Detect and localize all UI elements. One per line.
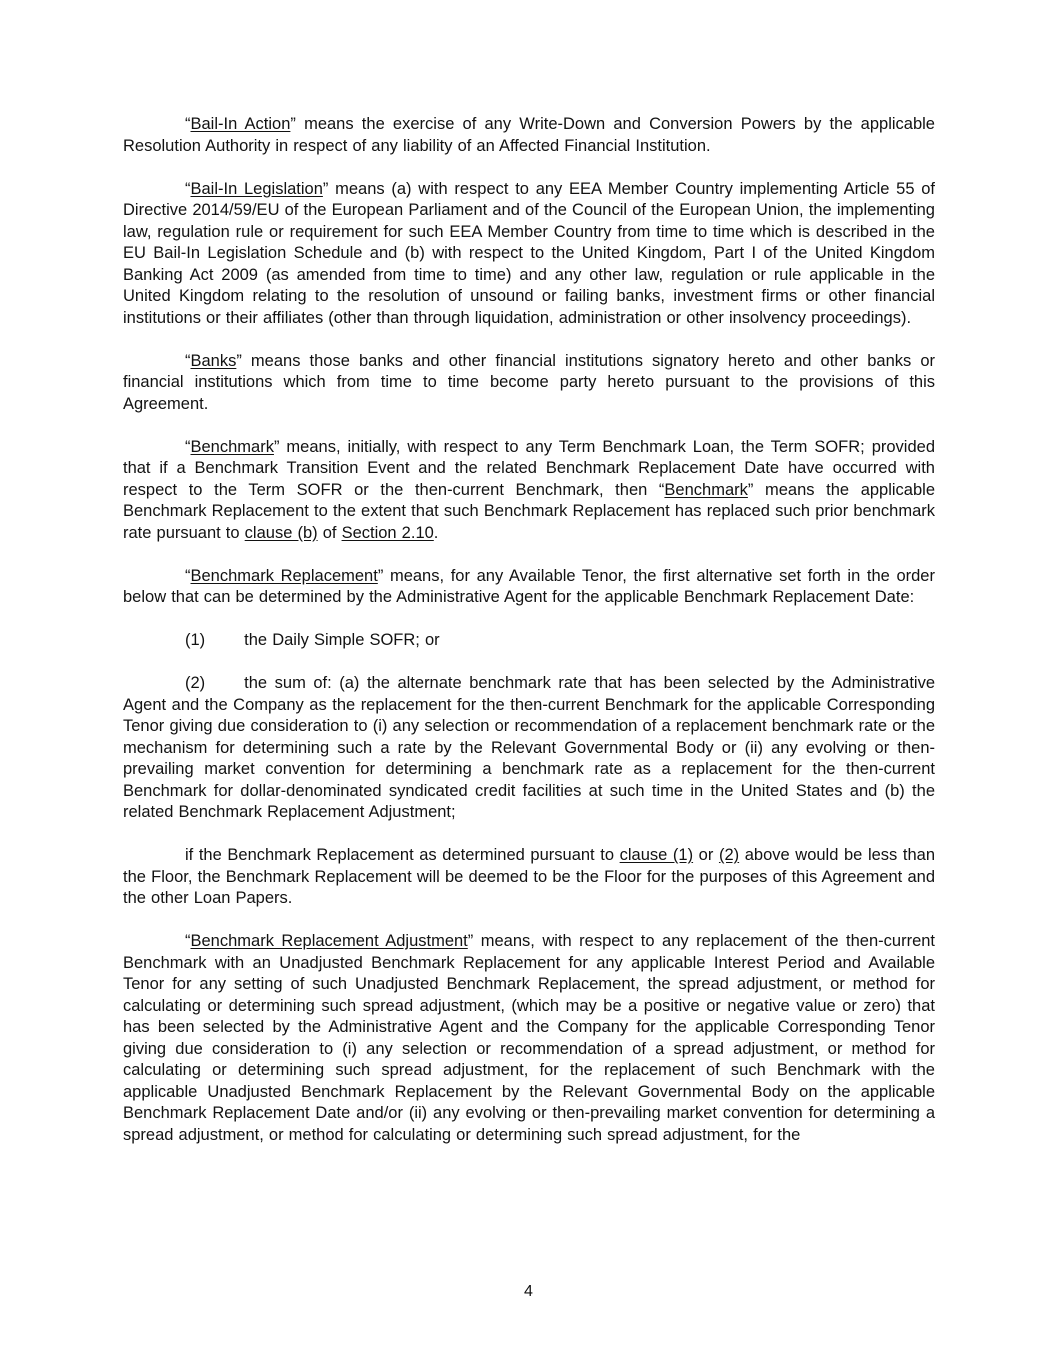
defined-term: clause (1)	[619, 846, 694, 864]
text-run: of	[317, 523, 342, 542]
defined-term: Benchmark Replacement	[190, 566, 378, 585]
text-run: the sum of: (a) the alternate benchmark rate that has been selected by the Administrative Agent and the Company as the replacement for the then-current Benchmark for the applicable Corresponding Tenor giving due consideration to (i) any selection or recommendation of a replacement benchmark rate or the mechanism for determining such a rate by the Relevant Governmental Body or (ii) any evolving or then-prevailing market convention for determining a benchmark rate as a replacement for the then-current Benchmark for dollar-denominated syndicated credit facilities at such time in the United States and (b) the related Benchmark Replacement Adjustment;	[123, 674, 935, 821]
text-run: “	[185, 179, 191, 198]
text-run: if the Benchmark Replacement as determined pursuant to	[185, 846, 620, 864]
list-item-sum-of	[123, 673, 935, 824]
definition-benchmark	[123, 437, 935, 545]
floor-proviso-paragraph	[123, 845, 935, 910]
text-run: ” means the applicable Benchmark Replacement to the extent that such Benchmark Replacement has replaced such prior benchmark rate pursuant to	[123, 480, 935, 542]
definition-bail-in-action	[123, 114, 935, 157]
definition-benchmark-replacement	[123, 566, 935, 609]
definition-benchmark-replacement-adjustment	[123, 931, 935, 1146]
text-run: ” means (a) with respect to any EEA Member Country implementing Article 55 of Directive 2014/59/EU of the European Parliament and of the Council of the European Union, the implementing law, regulation rule or requirement for such EEA Member Country from time to time which is described in the EU Bail-In Legislation Schedule and (b) with respect to the United Kingdom, Part I of the United Kingdom Banking Act 2009 (as amended from time to time) and any other law, regulation or rule applicable in the United Kingdom relating to the resolution of unsound or failing banks, investment firms or other financial institutions or their affiliates (other than through liquidation, administration or other insolvency proceedings).	[123, 179, 935, 327]
defined-term: Benchmark Replacement Adjustment	[190, 932, 468, 950]
text-run: (1)	[185, 631, 206, 649]
defined-term: clause (b)	[244, 523, 318, 542]
defined-term: Benchmark	[664, 480, 748, 499]
text-run: “	[185, 932, 191, 950]
defined-term: Benchmark	[190, 437, 274, 456]
text-run: “	[185, 115, 191, 133]
text-run: ” means, for any Available Tenor, the first alternative set forth in the order below that can be determined by the Administrative Agent for the applicable Benchmark Replacement Date:	[123, 566, 935, 606]
defined-term: Section 2.10	[341, 523, 434, 542]
text-run: .	[433, 523, 439, 542]
text-run: ” means, with respect to any replacement of the then-current Benchmark with an Unadjusted Benchmark Replacement for any applicable Interest Period and Available Tenor for any setting of such Unadjusted Benchmark Replacement, the spread adjustment, or method for calculating or determining such spread adjustment, (which may be a positive or negative value or zero) that has been selected by the Administrative Agent and the Company for the applicable Corresponding Tenor giving due consideration to (i) any selection or recommendation of a spread adjustment, or method for calculating or determining such spread adjustment, for the replacement of such Benchmark with the applicable Unadjusted Benchmark Replacement by the Relevant Governmental Body on the applicable Benchmark Replacement Date and/or (ii) any evolving or then-prevailing market convention for determining a spread adjustment, or method for calculating or determining such spread adjustment, for the	[123, 932, 936, 1144]
text-run: the Daily Simple SOFR; or	[244, 631, 440, 649]
text-run: ” means those banks and other financial institutions signatory hereto and other banks or financial institutions which from time to time become party hereto pursuant to the provisions of this Agreement.	[123, 351, 935, 413]
defined-term: (2)	[718, 846, 740, 864]
text-run: ” means the exercise of any Write-Down and Conversion Powers by the applicable Resolution Authority in respect of any liability of an Affected Financial Institution.	[123, 115, 935, 155]
defined-term: Bail-In Action	[190, 115, 291, 133]
text-run: “	[185, 437, 191, 456]
defined-term: Banks	[190, 351, 237, 370]
text-run: ” means, initially, with respect to any Term Benchmark Loan, the Term SOFR; provided that if a Benchmark Transition Event and the related Benchmark Replacement Date have occurred with respect to the Term SOFR or the then-current Benchmark, then “	[123, 437, 935, 499]
text-run: “	[185, 566, 191, 585]
document-page-body	[123, 114, 935, 1168]
text-run: above would be less than the Floor, the Benchmark Replacement will be deemed to be the Floor for the purposes of this Agreement and the other Loan Papers.	[123, 846, 935, 907]
text-run: “	[185, 351, 191, 370]
page-number: 4	[524, 1283, 533, 1300]
text-run: (2)	[185, 674, 206, 692]
definition-bail-in-legislation	[123, 179, 935, 330]
list-item-daily-simple-sofr	[123, 630, 935, 652]
definition-banks	[123, 351, 935, 416]
defined-term: Bail-In Legislation	[190, 179, 323, 198]
text-run: or	[693, 846, 719, 864]
